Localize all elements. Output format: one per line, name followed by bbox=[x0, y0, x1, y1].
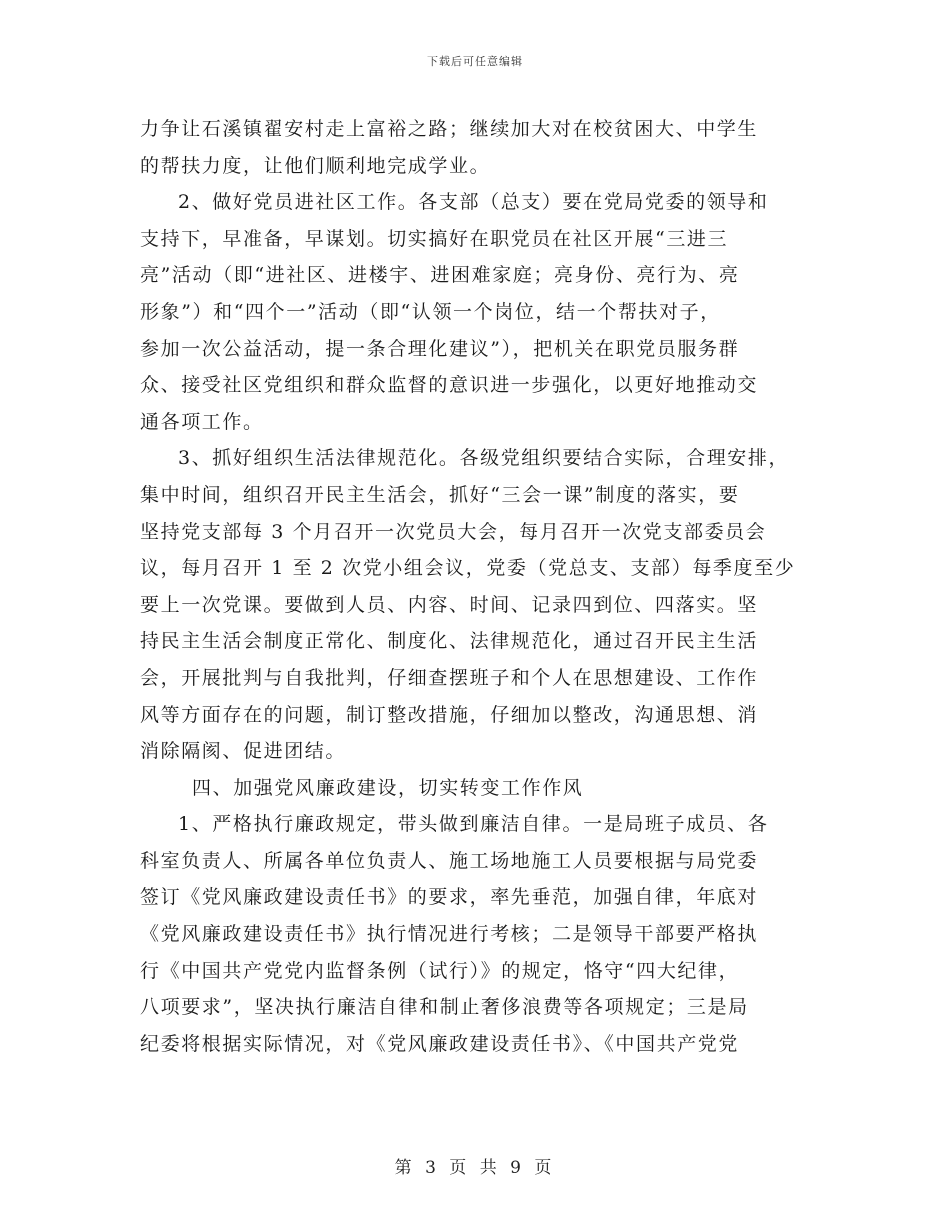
text-line: 的帮扶力度，让他们顺利地完成学业。 bbox=[140, 154, 491, 177]
page-number: 第 3 页 共 9 页 bbox=[394, 1158, 556, 1178]
text-line: 支持下，早准备，早谋划。切实搞好在职党员在社区开展“三进三 bbox=[140, 227, 729, 250]
body-text bbox=[140, 111, 830, 1062]
text-line: 力争让石溪镇翟安村走上富裕之路；继续加大对在校贫困大、中学生 bbox=[140, 118, 759, 140]
text-line: 形象”）和“四个一”活动（即“认领一个岗位，结一个帮扶对子， bbox=[140, 300, 721, 323]
paragraph-first-line: 1、严格执行廉政规定，带头做到廉洁自律。一是局班子成员、各 bbox=[178, 813, 769, 836]
text-line: 签订《党风廉政建设责任书》的要求，率先垂范，加强自律，年底对 bbox=[140, 886, 759, 909]
text-line: 纪委将根据实际情况，对《党风廉政建设责任书》、《中国共产党党 bbox=[140, 1032, 740, 1055]
paragraph-first-line: 3、抓好组织生活法律规范化。各级党组织要结合实际，合理安排， bbox=[178, 447, 790, 470]
paragraph-first-line: 2、做好党员进社区工作。各支部（总支）要在党局党委的领导和 bbox=[178, 191, 769, 214]
section-heading: 四、加强党风廉政建设，切实转变工作作风 bbox=[192, 776, 584, 799]
text-line: 众、接受社区党组织和群众监督的意识进一步强化，以更好地推动交 bbox=[140, 374, 759, 397]
text-line: 要上一次党课。要做到人员、内容、时间、记录四到位、四落实。坚 bbox=[140, 593, 759, 616]
text-line: 亮”活动（即“进社区、进楼宇、进困难家庭；亮身份、亮行为、亮 bbox=[140, 264, 740, 287]
text-line: 科室负责人、所属各单位负责人、施工场地施工人员要根据与局党委 bbox=[140, 849, 759, 872]
text-line: 通各项工作。 bbox=[140, 410, 264, 433]
text-line: 行《中国共产党党内监督条例（试行）》的规定，恪守“四大纪律， bbox=[140, 959, 740, 982]
text-line: 会，开展批判与自我批判，仔细查摆班子和个人在思想建设、工作作 bbox=[140, 666, 759, 689]
text-line: 风等方面存在的问题，制订整改措施，仔细加以整改，沟通思想、消 bbox=[140, 703, 759, 726]
text-line: 八项要求”，坚决执行廉洁自律和制止奢侈浪费等各项规定；三是局 bbox=[140, 996, 749, 1019]
text-line: 坚持党支部每 3 个月召开一次党员大会，每月召开一次党支部委员会 bbox=[140, 520, 767, 543]
text-line: 《党风廉政建设责任书》执行情况进行考核；二是领导干部要严格执 bbox=[140, 923, 759, 946]
header-note: 下载后可任意编辑 bbox=[427, 55, 523, 68]
text-line: 消除隔阂、促进团结。 bbox=[140, 740, 347, 763]
text-line: 持民主生活会制度正常化、制度化、法律规范化，通过召开民主生活 bbox=[140, 630, 759, 653]
text-line: 参加一次公益活动，提一条合理化建议”），把机关在职党员服务群 bbox=[140, 337, 740, 360]
text-line: 集中时间，组织召开民主生活会，抓好“三会一课”制度的落实，要 bbox=[140, 483, 740, 506]
text-line: 议，每月召开 1 至 2 次党小组会议，党委（党总支、支部）每季度至少 bbox=[140, 557, 796, 580]
